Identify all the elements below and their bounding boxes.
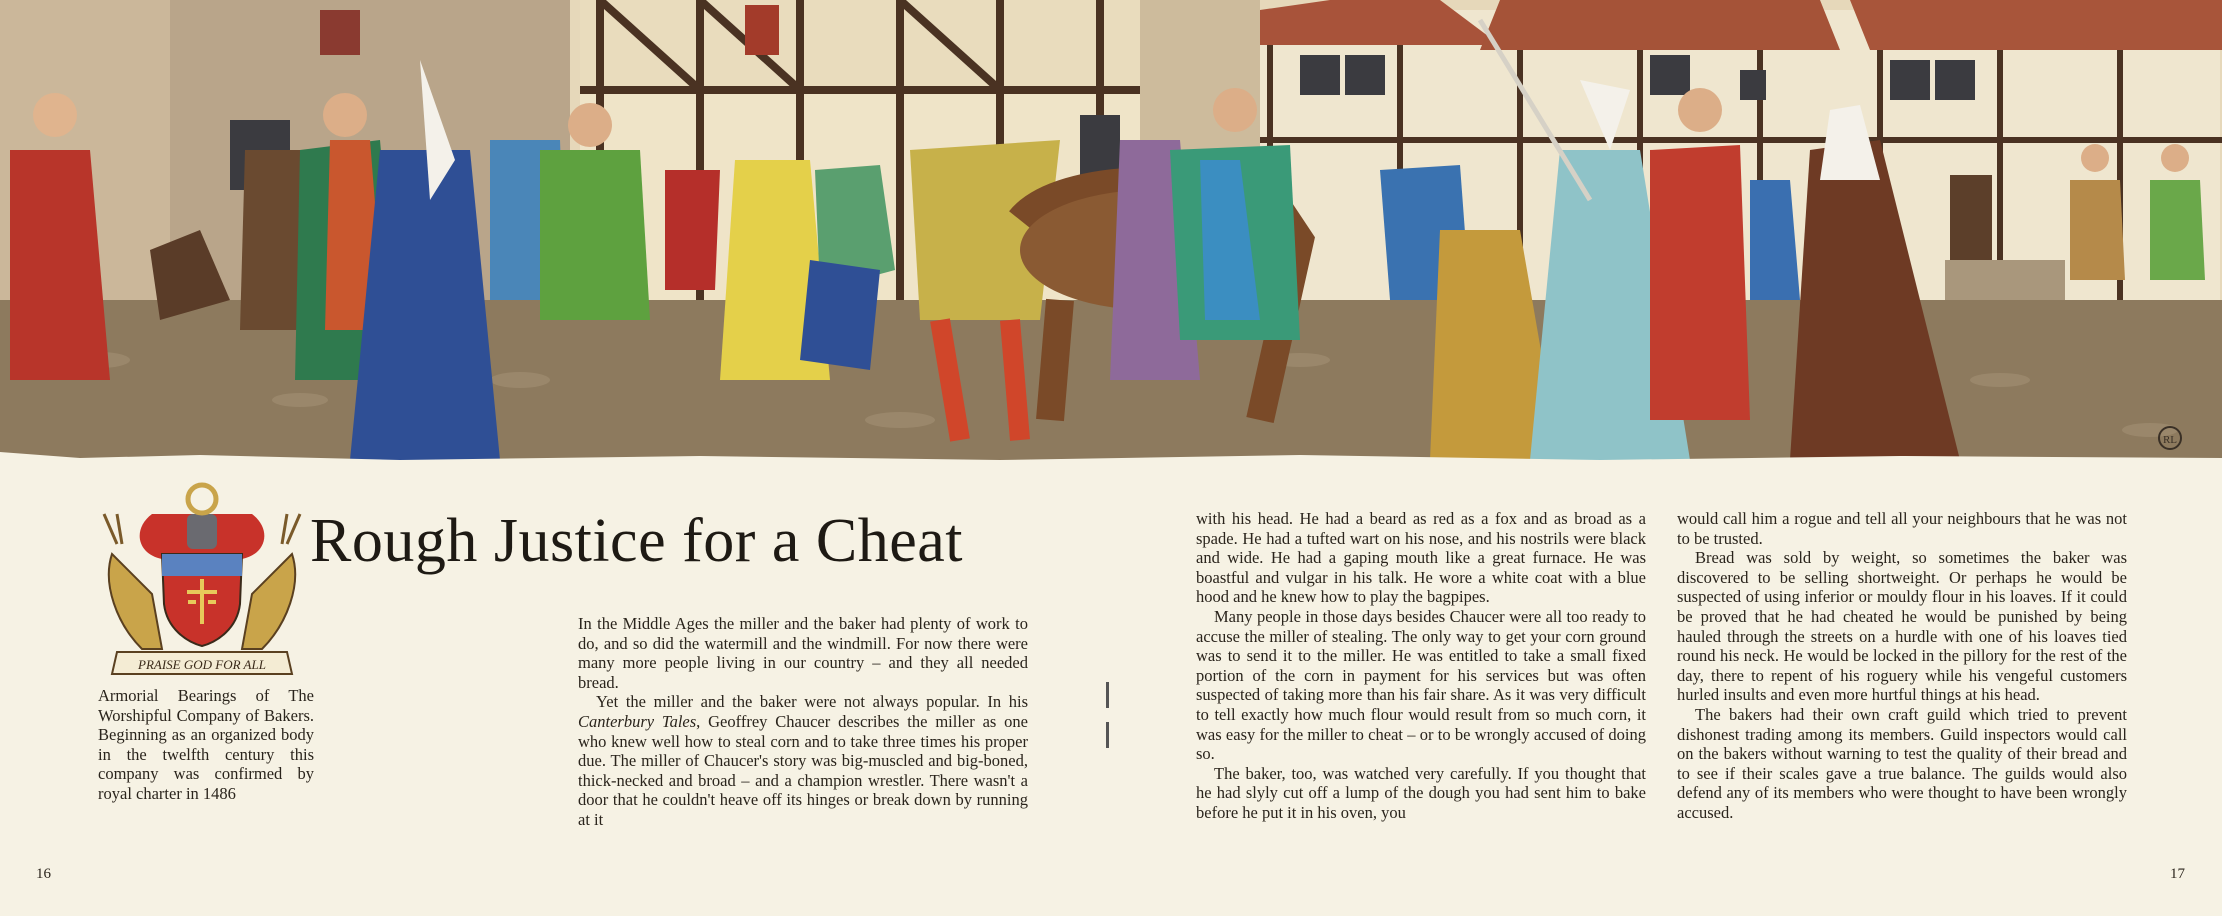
text-column-2	[1196, 509, 1646, 823]
spine-mark	[1106, 722, 1109, 748]
paragraph: The bakers had their own craft guild which tried to prevent dishonest trading among its members. Guild inspectors would call on the bakers without warning to test the quality of their bread and to see if their scales gave a true balance. The guilds would also defend any of its members who were thought to have been wrongly accused.	[1677, 704, 2127, 822]
paragraph: would call him a rogue and tell all your neighbours that he was not to be trusted.	[1677, 509, 2127, 548]
paragraph: with his head. He had a beard as red as a fox and as broad as a spade. He had a tufted wart on his nose, and his nostrils were black and wide. He had a gaping mouth like a great furnace. He was boastful and vulgar in his talk. He wore a white coat with a blue hood and he knew how to play the bagpipes.	[1196, 509, 1646, 607]
paragraph: Many people in those days besides Chaucer were all too ready to accuse the miller of stealing. The only way to get your corn ground was to send it to the miller. He was entitled to take a small fixed portion of the corn in payment for his services but was often suspected of taking more than his fair share. As it was very difficult to tell exactly how much flour would result from so much corn, it was easy for the miller to cheat – or to be wrongly accused of doing so.	[1196, 606, 1646, 764]
crest-caption: Armorial Bearings of The Worshipful Company of Bakers. Beginning as an organized body in the twelfth century this company was confirmed by royal charter in 1486	[98, 686, 314, 803]
artist-signature: RL	[2162, 434, 2178, 446]
page-title: Rough Justice for a Cheat	[310, 507, 964, 575]
spine-mark	[1106, 682, 1109, 708]
book-title: Canterbury Tales	[578, 711, 697, 731]
armorial-bearings-crest-icon	[92, 474, 312, 684]
paragraph: In the Middle Ages the miller and the baker had plenty of work to do, and so did the watermill and the windmill. For now there were many more people living in our country – and they all needed bread.	[578, 614, 1028, 692]
paragraph: The baker, too, was watched very carefully. If you thought that he had slyly cut off a lump of the dough you had sent him to bake before he put it in his oven, you	[1196, 763, 1646, 822]
crest-motto: PRAISE GOD FOR ALL	[138, 657, 266, 672]
page-number-right: 17	[2170, 866, 2185, 882]
paragraph: Bread was sold by weight, so sometimes the baker was discovered to be selling shortweight. Or perhaps he would be suspected of using inferior or mouldy flour in his loaves. If it could be proved that he had cheated he would be punished by being hauled through the streets on a hurdle with one of his loaves tied round his neck. He would be locked in the pillory for the rest of the day, there to repent of his roguery while his vengeful customers hurled insults and even more hurtful things at his head.	[1677, 548, 2127, 705]
page-number-left: 16	[36, 866, 51, 882]
text-column-1	[578, 614, 1028, 830]
text-column-3	[1677, 509, 2127, 823]
paragraph: Yet the miller and the baker were not always popular. In his Canterbury Tales, Geoffrey Chaucer describes the miller as one who knew well how to steal corn and to take three times his proper due. The miller of Chaucer's story was big-muscled and big-boned, thick-necked and broad – and a champion wrestler. There wasn't a door that he couldn't heave off its hinges or break down by running at it	[578, 692, 1028, 829]
